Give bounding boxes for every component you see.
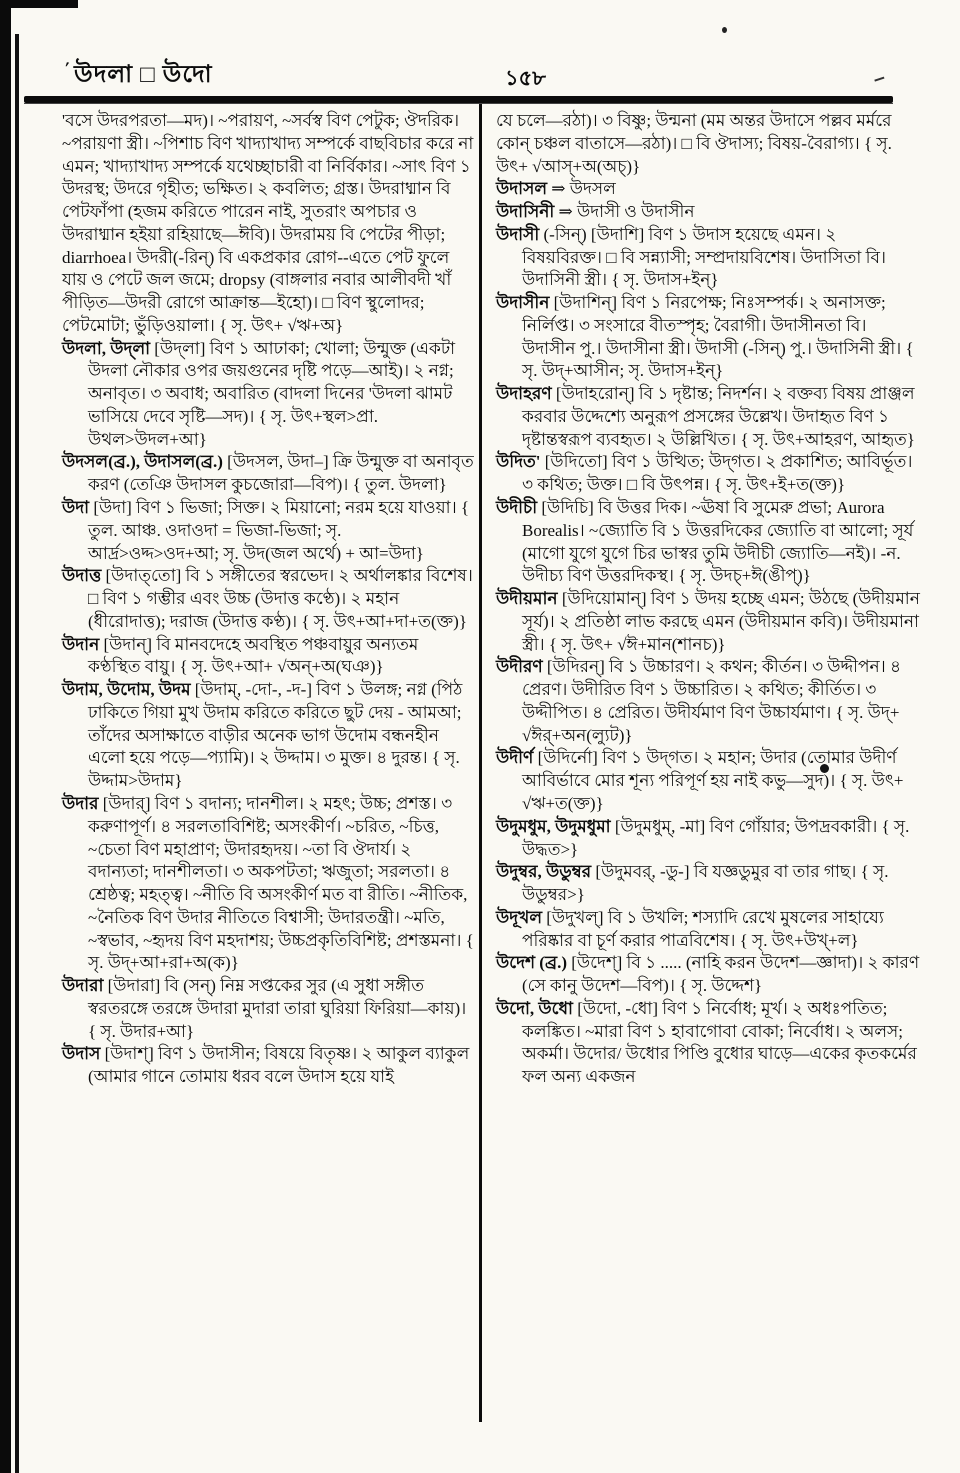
entry-body: [উদিয়োমান্] বিণ ১ উদয় হচ্ছে এমন; উঠছে (উদীয়মান সূর্য)। ২ প্রতিষ্ঠা লাভ করছে এমন (উদীয়মান কবি)। উদীয়মানা স্ত্রী। { সৃ. উৎ+ √ঈ+মান(শানচ)} (522, 589, 920, 654)
dictionary-entry (496, 110, 920, 178)
entry-body: [উদিরন্] বি ১ উচ্চারণ। ২ কথন; কীর্তন। ৩ উদ্দীপন। ৪ প্রেরণ। উদীরিত বিণ ১ উচ্চারিত। ২ কথিত; কীর্তিত। ৩ উদ্দীপিত। ৪ প্রেরিত। উদীর্যমাণ বিণ উচ্চার্যমাণ। { সৃ. উদ্+ √ঈর্+অন(ল্যুট)} (522, 657, 902, 745)
entry-headword: উদীয়মান (496, 589, 558, 609)
dictionary-entry (496, 224, 920, 292)
entry-headword: উদাসীন (496, 293, 550, 313)
dictionary-entry (62, 497, 475, 565)
dictionary-entry (496, 816, 920, 862)
entry-headword: উদাহরণ (496, 384, 552, 404)
header-tick-mark: ʹ (62, 57, 72, 79)
entry-body: [উদসল, উদা–] ক্রি উন্মুক্ত বা অনাবৃত করণ (তেঞি উদাসল কুচজোরা—বিপ)। { তুল. উদলা} (88, 452, 474, 495)
entry-body: [উদিতো] বিণ ১ উত্থিত; উদ্‌গত। ২ প্রকাশিত; আবির্ভূত। ৩ কথিত; উক্ত। □ বি উৎপন্ন। { সৃ. উৎ+ই+ত(ক্ত)} (522, 452, 913, 495)
dictionary-entry (496, 861, 920, 907)
entry-body: [উদুমবর্, -ডু-] বি যজ্ঞডুমুর বা তার গাছ। { সৃ. উডুম্বর>} (522, 862, 889, 905)
dictionary-entry (496, 747, 920, 815)
dictionary-entry (62, 110, 475, 338)
entry-headword: উদুম্বর, উডুম্বর (496, 862, 592, 882)
entry-body: [উদিচি] বি উত্তর দিক। ~ঊষা বি সুমেরু প্রভা; Aurora Borealis। ~জ্যোতি বি ১ উত্তরদিকের জ্যোতি বা আলো; সূর্য (মাগো যুগে যুগে চির ভাস্বর তুমি উদীচী জ্যোতি—নই)। -ন. উদীচ্য বিণ উত্তরদিকস্থ। { সৃ. উদচ্+ঈ(ঙীপ্)} (522, 498, 914, 586)
dictionary-entry (496, 497, 920, 588)
column-divider (479, 104, 482, 1422)
entry-headword: উদা (62, 498, 90, 518)
entry-body: [উদির্নো] বিণ ১ উদ্‌গত। ২ মহান; উদার (তোমার উদীর্ণ আবির্ভাবে মোর শূন্য পরিপূর্ণ হয় নাই কভু—সুদ)। { সৃ. উৎ+ √ঋ+ত(ক্ত)} (522, 748, 904, 813)
binding-scan-line (15, 34, 19, 1473)
scan-smudge (0, 0, 78, 8)
entry-body: [উদারা] বি (সন্) নিম্ন সপ্তকের সুর (এ সুধা সঙ্গীত স্বরতরঙ্গে তরঙ্গে উদারা মুদারা তারা ঘুরিয়া ফিরিয়া—কায়)। { সৃ. উদার+আ} (88, 976, 467, 1041)
entry-body: [উদুখল্] বি ১ উখলি; শস্যাদি রেখে মুষলের সাহায্যে পরিষ্কার বা চূর্ণ করার পাত্রবিশেষ। { সৃ. উৎ+উখ্+ল} (522, 907, 884, 950)
entry-headword: উদান (62, 634, 100, 654)
dictionary-entry (496, 383, 920, 451)
entry-headword: উদীচী (496, 498, 538, 518)
dictionary-entry (62, 565, 475, 633)
entry-headword: উদীরণ (496, 657, 543, 677)
dictionary-entry (496, 451, 920, 497)
entry-headword: উদাম, উদোম, উদম (62, 680, 191, 700)
dictionary-entry (496, 656, 920, 747)
entry-body: [উদাম্, -দো-, -দ-] বিণ ১ উলঙ্গ; নগ্ন (পিঠ ঢাকিতে গিয়া মুখ উদাম করিতে করিতে ছুট দেয় - আমআ; তাঁদের অসাক্ষাতে বাড়ীর অনেক ভাগ উদোম বন্ধনহীন এলো হয়ে পড়ে—প্যামি)। ২ উদ্দাম। ৩ মুক্ত। ৪ দুরন্ত। { সৃ. উদ্দাম>উদাম} (88, 680, 463, 791)
binding-scan-bar (0, 0, 11, 1473)
dictionary-entry (496, 998, 920, 1089)
entry-headword: উদারা (62, 976, 104, 996)
page-number: ১৫৮ (505, 66, 546, 90)
dictionary-entry (62, 338, 475, 452)
dictionary-entry (62, 793, 475, 975)
left-column (62, 110, 475, 1089)
guide-words: উদলা □ উদো (74, 62, 213, 88)
entry-body: 'বসে উদরপরতা—মদ)। ~পরায়ণ, ~সর্বস্ব বিণ পেটুক; ঔদরিক। ~পরায়ণা স্ত্রী। ~পিশাচ বিণ খাদ্যাখাদ্য সম্পর্কে বাছবিচার করে না এমন; খাদ্যাখাদ্য সম্পর্কে যথেচ্ছাচারী বা নির্বিকার। ~সাৎ বিণ ১ উদরস্থ; উদরে গৃহীত; ভক্ষিত। ২ কবলিত; গ্রস্ত। উদরাধ্মান বি পেটফাঁপা (হজম করিতে পারেন নাই, সুতরাং অপচার ও উদরাধ্মান হইয়া রহিয়াছে—ঈবি)। উদরাময় বি পেটের পীড়া; diarrhoea। উদরী(-রিন্) বি একপ্রকার রোগ--এতে পেট ফুলে যায় ও পেটে জল জমে; dropsy (বাঙ্গলার নবার আলীবদী খাঁ পীড়িত—উদরী রোগে আক্রান্ত—ইহো)। □ বিণ স্থুলোদর; পেটমোটা; ভুঁড়িওয়ালা। { সৃ. উৎ+ √ঋ+অ} (62, 111, 474, 335)
dictionary-entry (62, 634, 475, 680)
entry-body: [উদুমধুম্, -মা] বিণ গোঁয়ার; উপদ্রবকারী। { সৃ. উদ্ধত>} (522, 816, 910, 859)
dictionary-entry (496, 178, 920, 201)
entry-body: [উদা] বিণ ১ ভিজা; সিক্ত। ২ মিয়ানো; নরম হয়ে যাওয়া। { তুল. আঞ্চ. ওদাওদা = ভিজা-ভিজা; সৃ. আর্দ্র>ওদ্দ>ওদ+আ; সৃ. উদ(জল অর্থে) + আ=উদা} (88, 498, 470, 563)
entry-body: ⇒ উদসল (547, 179, 616, 199)
dictionary-entry (496, 292, 920, 383)
entry-headword: উদিত' (496, 452, 541, 472)
dictionary-entry (496, 588, 920, 656)
dictionary-entry (62, 1043, 475, 1089)
entry-headword: উদাসী (496, 224, 540, 244)
entry-headword: উদেশ (ব্র.) (496, 953, 567, 973)
entry-body: [উদাশ্] বিণ ১ উদাসীন; বিষয়ে বিতৃষ্ণ। ২ আকুল ব্যাকুল (আমার গানে তোমায় ধরব বলে উদাস হয়ে যাই (88, 1044, 470, 1087)
entry-headword: উদাসিনী (496, 202, 555, 222)
scan-tick (874, 77, 885, 86)
entry-body: [উদাত্‌তো] বি ১ সঙ্গীতের স্বরভেদ। ২ অর্থালঙ্কার বিশেষ। □ বিণ ১ গম্ভীর এবং উচ্চ (উদাত্ত কণ্ঠে)। ২ মহান (ধীরোদাত্ত); দরাজ (উদাত্ত কণ্ঠ)। { সৃ. উৎ+আ+দা+ত(ক্ত)} (88, 566, 473, 631)
entry-headword: উদসল(ব্র.), উদাসল(ব্র.) (62, 452, 223, 472)
entry-body: [উদেশ্] বি ১ ..... (নাহি করন উদেশ—জ্ঞাদা)। ২ কারণ (সে কানু উদেশ—বিপ)। { সৃ. উদ্দেশ} (522, 953, 920, 996)
right-column (496, 110, 920, 1089)
dictionary-entry (496, 201, 920, 224)
entry-headword: উদার (62, 793, 99, 813)
entry-body: [উদো, -ধো] বিণ ১ নির্বোধ; মূর্খ। ২ অধঃপতিত; কলঙ্কিত। ~মারা বিণ ১ হাবাগোবা বোকা; নির্বোধ। ২ অলস; অকর্মা। উদোর/ উধোর পিণ্ডি বুধোর ঘাড়ে—একের কৃতকর্মের ফল অন্য একজন (522, 998, 917, 1087)
entry-headword: উদুমধুম, উদুমধুমা (496, 816, 611, 836)
entry-headword: উদীর্ণ (496, 748, 534, 768)
entry-body: [উদাহরোন্] বি ১ দৃষ্টান্ত; নিদর্শন। ২ বক্তব্য বিষয় প্রাঞ্জল করবার উদ্দেশ্যে অনুরূপ প্রসঙ্গের উল্লেখ। উদাহৃত বিণ ১ দৃষ্টান্তস্বরূপ ব্যবহৃত। ২ উল্লিখিত। { সৃ. উৎ+আহরণ, আহৃত} (522, 384, 915, 449)
entry-body: ⇒ উদাসী ও উদাসীন (554, 202, 695, 222)
entry-body: [উদাশিন্] বিণ ১ নিরপেক্ষ; নিঃসম্পর্ক। ২ অনাসক্ত; নির্লিপ্ত। ৩ সংসারে বীতস্পৃহ; বৈরাগী। উদাসীনতা বি। উদাসীন পু.। উদাসীনা স্ত্রী। উদাসী (-সিন্) পু.। উদাসিনী স্ত্রী। { সৃ. উদ্+আসীন; সৃ. উদাস+ইন্} (522, 293, 914, 381)
entry-body: [উদ্‌লা] বিণ ১ আঢাকা; খোলা; উন্মুক্ত (একটা উদলা নৌকার ওপর জয়গুনের দৃষ্টি পড়ে—আই)। ২ নগ্ন; অনাবৃত। ৩ অবাধ; অবারিত (বাদলা দিনের 'উদলা ঝামট ভাসিয়ে দেবে সৃষ্টি—সদ)। { সৃ. উৎ+স্থল>প্রা. উথল>উদল+আ} (88, 338, 456, 449)
dictionary-entry (62, 975, 475, 1043)
dictionary-entry (496, 952, 920, 998)
entry-headword: উদাসল (496, 179, 548, 199)
entry-body: (-সিন্) [উদাশি] বিণ ১ উদাস হয়েছে এমন। ২ বিষয়বিরক্ত। □ বি সন্ন্যাসী; সম্প্রদায়বিশেষ। উদাসিতা বি। উদাসিনী স্ত্রী। { সৃ. উদাস+ইন্} (522, 224, 886, 290)
entry-headword: উদূখল (496, 907, 543, 927)
entry-headword: উদাত্ত (62, 566, 102, 586)
entry-headword: উদলা, উদ্‌লা (62, 338, 151, 358)
entry-headword: উদাস (62, 1044, 101, 1064)
entry-headword: উদো, উধো (496, 998, 573, 1018)
dictionary-entry (496, 907, 920, 953)
header-rule (24, 96, 893, 103)
entry-body: যে চলে—রঠা)। ৩ বিষ্ণু; উন্মনা (মম অন্তর উদাসে পল্লব মর্মরে কোন্ চঞ্চল বাতাসে—রঠা)। □ বি ঔদাস্য; বিষয়-বৈরাগ্য। { সৃ. উৎ+ √আস্+অ(অচ্)} (496, 111, 892, 176)
dictionary-entry (62, 451, 475, 497)
dictionary-entry (62, 679, 475, 793)
entry-body: [উদান্] বি মানবদেহে অবস্থিত পঞ্চবায়ুর অন্যতম কণ্ঠস্থিত বায়ু। { সৃ. উৎ+আ+ √অন্+অ(ঘঞ)} (88, 634, 419, 677)
ink-speck (722, 27, 727, 33)
entry-body: [উদার্] বিণ ১ বদান্য; দানশীল। ২ মহৎ; উচ্চ; প্রশস্ত। ৩ করুণাপূর্ণ। ৪ সরলতাবিশিষ্ট; অসংকীর্ণ। ~চরিত, ~চিত্ত, ~চেতা বিণ মহাপ্রাণ; উদারহৃদয়। ~তা বি ঔদার্য। ২ বদান্যতা; দানশীলতা। ৩ অকপটতা; ঋজুতা; সরলতা। ৪ শ্রেষ্ঠত্ব; মহত্ত্ব। ~নীতি বি অসংকীর্ণ মত বা রীতি। ~নীতিক, ~নৈতিক বিণ উদার নীতিতে বিশ্বাসী; উদারতন্ত্রী। ~মতি, ~স্বভাব, ~হৃদয় বিণ মহদাশয়; উচ্চপ্রকৃতিবিশিষ্ট; প্রশস্তমনা। { সৃ. উদ্+আ+রা+অ(ক)} (88, 793, 474, 973)
